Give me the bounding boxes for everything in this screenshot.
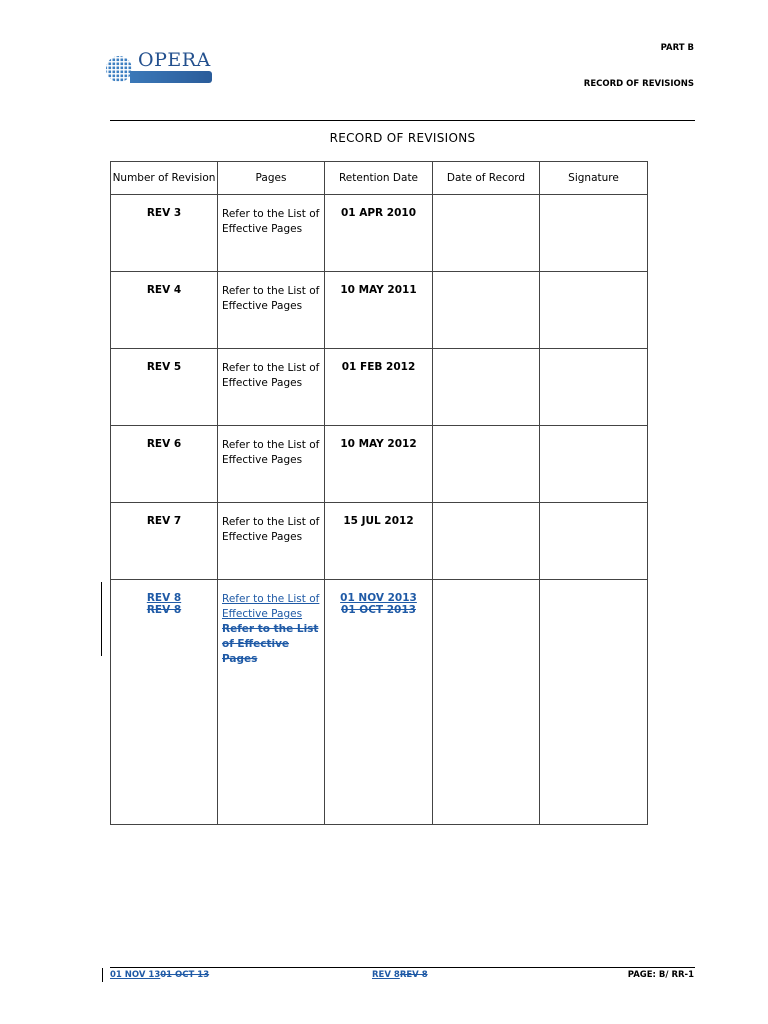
revision-pages: Refer to the List of Effective Pages	[218, 503, 325, 580]
empty-cell[interactable]	[540, 746, 648, 824]
date-of-record-cell[interactable]	[433, 426, 540, 503]
date-of-record-cell[interactable]	[433, 580, 540, 669]
revision-pages-deleted: Refer to the List of Effective Pages	[222, 623, 319, 665]
opera-jet-logo	[104, 49, 214, 103]
revision-number: REV 5	[111, 349, 218, 426]
footer-date	[110, 970, 209, 980]
retention-date-new: 01 NOV 2013	[340, 592, 417, 604]
footer-change-bar	[102, 968, 103, 982]
empty-cell[interactable]	[540, 668, 648, 746]
retention-date	[325, 580, 433, 669]
footer-revision-new: REV 8	[372, 970, 400, 980]
empty-cell[interactable]	[325, 746, 433, 824]
revision-pages-new: Refer to the List of Effective Pages	[222, 593, 320, 620]
empty-cell[interactable]	[433, 746, 540, 824]
signature-cell[interactable]	[540, 580, 648, 669]
revision-pages: Refer to the List of Effective Pages	[218, 195, 325, 272]
signature-cell[interactable]	[540, 503, 648, 580]
logo-sub-wordmark: JET	[184, 92, 202, 103]
retention-date: 10 MAY 2011	[325, 272, 433, 349]
table-row-empty	[111, 668, 648, 746]
table-header-row	[111, 162, 648, 195]
retention-date-deleted: 01 OCT 2013	[341, 604, 416, 616]
empty-cell[interactable]	[111, 746, 218, 824]
logo-swoosh	[130, 71, 212, 103]
signature-cell[interactable]	[540, 272, 648, 349]
footer-divider	[110, 967, 695, 968]
date-of-record-cell[interactable]	[433, 272, 540, 349]
column-header: Pages	[218, 162, 325, 195]
empty-cell[interactable]	[218, 746, 325, 824]
revision-change-bar	[101, 582, 102, 656]
footer-page-number: PAGE: B/ RR-1	[627, 970, 694, 980]
date-of-record-cell[interactable]	[433, 195, 540, 272]
signature-cell[interactable]	[540, 426, 648, 503]
footer-date-new: 01 NOV 13	[110, 970, 161, 980]
table-row	[111, 503, 648, 580]
column-header: Signature	[540, 162, 648, 195]
table-row	[111, 426, 648, 503]
header-divider	[110, 120, 695, 121]
date-of-record-cell[interactable]	[433, 503, 540, 580]
retention-date: 01 FEB 2012	[325, 349, 433, 426]
revision-number: REV 3	[111, 195, 218, 272]
date-of-record-cell[interactable]	[433, 349, 540, 426]
table-row-empty	[111, 746, 648, 824]
revision-number-deleted: REV 8	[146, 604, 182, 616]
column-header: Number of Revision	[111, 162, 218, 195]
empty-cell[interactable]	[433, 668, 540, 746]
header-section: RECORD OF REVISIONS	[583, 79, 694, 89]
revision-number: REV 6	[111, 426, 218, 503]
revision-pages: Refer to the List of Effective Pages	[218, 272, 325, 349]
empty-cell[interactable]	[111, 668, 218, 746]
retention-date: 01 APR 2010	[325, 195, 433, 272]
revisions-table	[110, 161, 648, 825]
footer-revision-deleted: REV 8	[399, 970, 428, 980]
revision-pages: Refer to the List of Effective Pages	[218, 349, 325, 426]
retention-date: 15 JUL 2012	[325, 503, 433, 580]
empty-cell[interactable]	[325, 668, 433, 746]
logo-wordmark: OPERA	[138, 49, 211, 71]
column-header: Retention Date	[325, 162, 433, 195]
column-header: Date of Record	[433, 162, 540, 195]
revision-number: REV 7	[111, 503, 218, 580]
page-title: RECORD OF REVISIONS	[329, 131, 476, 145]
revision-number	[111, 580, 218, 669]
retention-date: 10 MAY 2012	[325, 426, 433, 503]
revision-number-new: REV 8	[146, 592, 182, 604]
empty-cell[interactable]	[218, 668, 325, 746]
table-row	[111, 349, 648, 426]
table-row-revised	[111, 580, 648, 669]
header-part: PART B	[660, 43, 694, 53]
revision-pages	[218, 580, 325, 669]
revision-pages: Refer to the List of Effective Pages	[218, 426, 325, 503]
footer-revision	[372, 970, 428, 980]
table-row	[111, 195, 648, 272]
signature-cell[interactable]	[540, 195, 648, 272]
table-row	[111, 272, 648, 349]
revision-number: REV 4	[111, 272, 218, 349]
signature-cell[interactable]	[540, 349, 648, 426]
footer-date-deleted: 01 OCT 13	[160, 970, 210, 980]
